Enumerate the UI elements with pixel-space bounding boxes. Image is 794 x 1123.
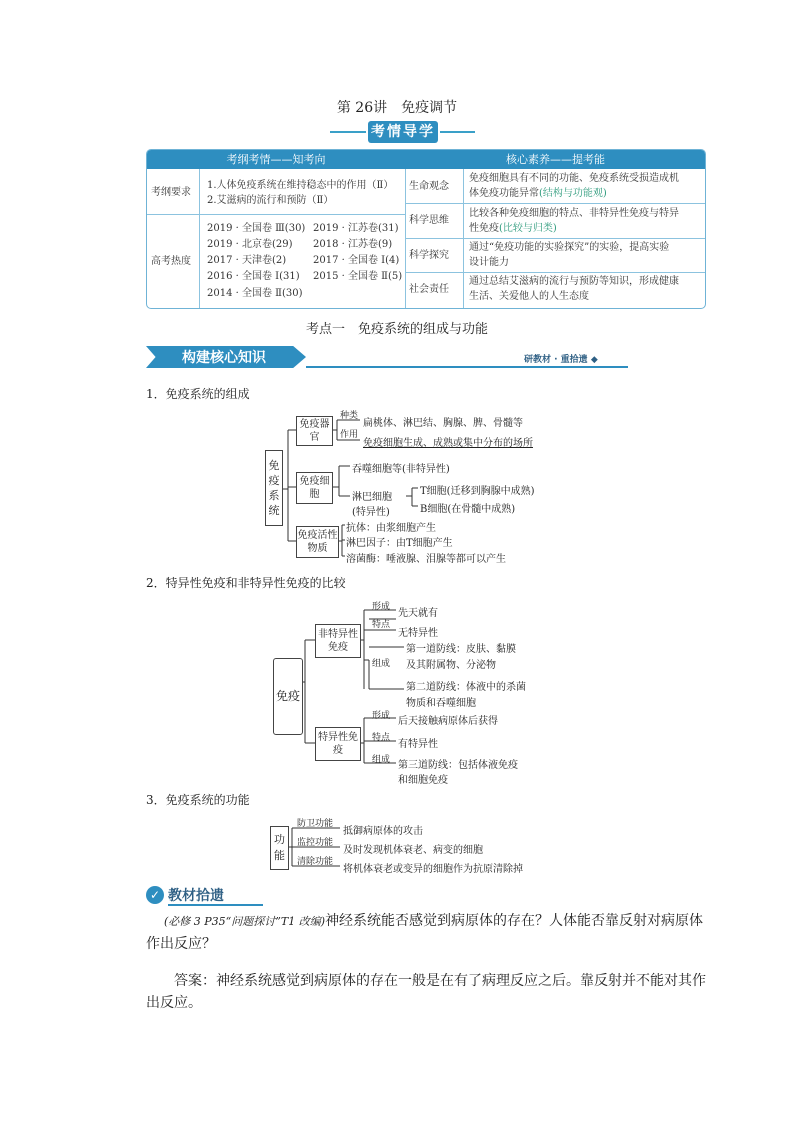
label-defense: 防卫功能 [297,819,334,829]
label-form-1: 形成 [372,602,391,612]
gk-r0-a: 2019 · 全国卷 Ⅲ(30) [207,223,306,234]
label-comp-1: 组成 [372,659,391,669]
gk-r0-b: 2019 · 江苏卷(31) [313,223,399,234]
line2a: 第二道防线：体液中的杀菌 [406,682,526,693]
line3a: 第三道防线：包括体液免疫 [398,760,518,771]
b-cell: B细胞(在骨髓中成熟) [420,504,516,515]
line1b: 及其附属物、分泌物 [406,660,496,671]
label-kind: 种类 [340,411,359,421]
spec-feature: 有特异性 [398,739,438,750]
header-left: 考纲考情——知考向 [226,153,326,166]
review-title: 教材拾遗 [168,888,224,904]
core-text-1b: 体免疫功能异常(结构与功能观) [469,188,607,199]
section-title: 考点一 免疫系统的组成与功能 [305,322,488,337]
spec-form: 后天接触病原体后获得 [398,716,498,727]
textbook-review-bar [146,884,266,906]
core-label-2: 科学思维 [409,215,449,226]
label-func: 作用 [340,430,359,440]
label-feature-2: 特点 [372,733,391,743]
line2b: 物质和吞噬细胞 [406,698,476,709]
core-label-1: 生命观念 [409,181,449,192]
heading-comparison: 2．特异性免疫和非特异性免疫的比较 [146,576,346,590]
question-text: 神经系统能否感觉到病原体的存在？人体能否靠反射对病原体作出反应？ [146,913,704,952]
node-immune-system: 免疫系统 [265,450,283,526]
antibody: 抗体：由浆细胞产生 [346,523,436,534]
gk-r3-a: 2016 · 全国卷 Ⅰ(31) [207,271,300,282]
label-feature-1: 特点 [372,620,391,630]
question-paragraph [146,910,706,955]
gk-r4-a: 2014 · 全国卷 Ⅱ(30) [207,288,303,299]
node-active-substance: 免疫活性物质 [296,526,339,558]
gk-r2-a: 2017 · 天津卷(2) [207,255,287,266]
core-text-2b: 性免疫(比较与归类) [469,223,557,234]
gk-r3-b: 2015 · 全国卷 Ⅱ(5) [313,271,403,282]
core-text-4b: 生活、关爱他人的人生态度 [469,291,589,302]
knowledge-bar-title: 构建核心知识 [182,350,266,366]
nonspec-form: 先天就有 [398,608,438,619]
lymphokine: 淋巴因子：由T细胞产生 [346,538,453,549]
core-text-4a: 通过总结艾滋病的流行与预防等知识，形成健康 [469,276,679,287]
header-right: 核心素养——提考能 [506,153,605,166]
node-specific: 特异性免疫 [315,727,361,761]
line1a: 第一道防线：皮肤、黏膜 [406,644,516,655]
clear-desc: 将机体衰老或变异的细胞作为抗原清除掉 [343,864,523,875]
monitor-desc: 及时发现机体衰老、病变的细胞 [343,845,483,856]
banner-label: 考情导学 [368,121,438,143]
node-organ: 免疫器官 [296,416,333,446]
node-immunity: 免疫 [273,658,303,735]
node-cell: 免疫细胞 [296,472,333,504]
gk-r1-b: 2018 · 江苏卷(9) [313,239,393,250]
nonspec-feature: 无特异性 [398,628,438,639]
core-text-2a: 比较各种免疫细胞的特点、非特异性免疫与特异 [469,208,679,219]
node-function: 功能 [270,826,289,870]
lymphocyte-note: (特异性) [352,507,390,518]
lymphocyte: 淋巴细胞 [352,492,392,503]
lysozyme: 溶菌酶：唾液腺、泪腺等都可以产生 [346,554,506,565]
gk-label: 高考热度 [151,256,191,267]
kg-item-1: 1.人体免疫系统在维持稳态中的作用（Ⅱ） [207,180,394,191]
label-comp-2: 组成 [372,755,391,765]
defense-desc: 抵御病原体的攻击 [343,826,423,837]
lecture-title: 第 26讲 免疫调节 [336,100,458,116]
kg-label: 考纲要求 [151,187,191,198]
label-form-2: 形成 [372,711,391,721]
t-cell: T细胞(迁移到胸腺中成熟) [420,486,535,497]
kg-item-2: 2.艾滋病的流行和预防（Ⅱ） [207,195,334,206]
heading-composition: 1．免疫系统的组成 [146,387,250,401]
core-label-3: 科学探究 [409,250,449,261]
phagocyte: 吞噬细胞等(非特异性) [352,464,450,475]
question-source: (必修 3 P35“问题探讨”T1 改编) [164,915,326,928]
label-monitor: 监控功能 [297,838,334,848]
core-text-1a: 免疫细胞具有不同的功能、免疫系统受损造成机 [469,173,679,184]
label-clear: 清除功能 [297,857,334,867]
node-nonspecific: 非特异性免疫 [315,624,361,658]
core-text-3b: 设计能力 [469,257,509,268]
answer-paragraph: 答案：神经系统感觉到病原体的存在一般是在有了病理反应之后。靠反射并不能对其作出反应。 [146,973,706,1011]
knowledge-bar-right: 研教材 · 重拾遗 ◆ [524,355,598,365]
core-text-3a: 通过“免疫功能的实验探究”的实验，提高实验 [469,242,670,253]
review-icon: ✓ [146,886,164,904]
organ-kinds: 扁桃体、淋巴结、胸腺、脾、骨髓等 [363,418,523,429]
core-label-4: 社会责任 [409,284,449,295]
gk-r2-b: 2017 · 全国卷 Ⅰ(4) [313,255,400,266]
organ-function: 免疫细胞生成、成熟或集中分布的场所 [363,438,533,449]
heading-function: 3．免疫系统的功能 [146,793,250,807]
line3b: 和细胞免疫 [398,775,448,786]
gk-r1-a: 2019 · 北京卷(29) [207,239,293,250]
